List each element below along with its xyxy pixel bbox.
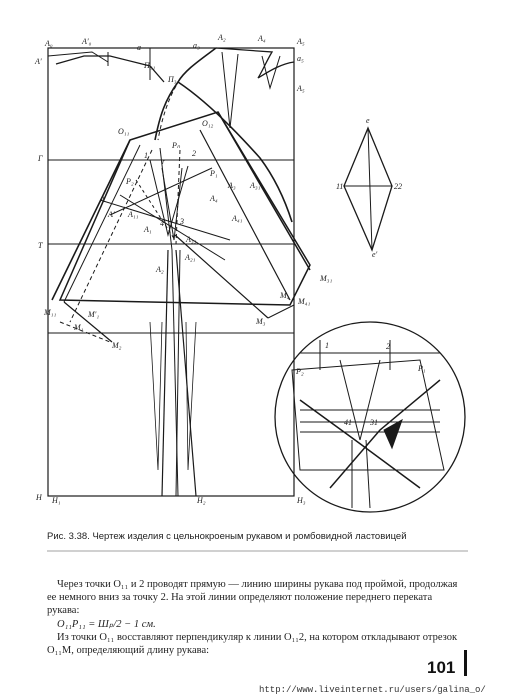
label-Pn: Pₙ	[172, 141, 181, 150]
label-H: H	[36, 493, 42, 502]
label-n2: 2	[192, 149, 196, 158]
formula: O₁₁P₁₁ = Шₚ/2 − 1 см.	[57, 619, 156, 630]
label-M41: M₄₁	[298, 297, 311, 306]
label-a3: a₃	[193, 41, 200, 50]
label-iP2: P₂	[296, 367, 304, 376]
figure-caption: Рис. 3.38. Чертеж изделия с цельнокроеным рукавом и ромбовидной ластовицей	[47, 531, 407, 542]
label-A21: A₂₁	[185, 253, 196, 262]
label-r22: 22	[394, 182, 402, 191]
label-a: a	[137, 43, 141, 52]
label-A0: A₀	[45, 39, 53, 48]
label-A31: A₃₁	[250, 181, 261, 190]
label-H2: H₂	[197, 496, 206, 505]
label-A2: A₂	[218, 33, 226, 42]
label-A41: A₄₁	[232, 214, 243, 223]
label-M4: M₄	[280, 291, 290, 300]
label-A1: A₁	[144, 225, 152, 234]
label-A33: A₃₃	[186, 235, 197, 244]
label-n3: 3	[180, 217, 184, 226]
label-M1: M₁	[74, 323, 84, 332]
label-H3: H₃	[297, 496, 306, 505]
label-n1: 1	[144, 151, 148, 160]
label-iP1: P₁	[418, 364, 426, 373]
label-r: r	[162, 157, 166, 166]
label-P1: P₁	[210, 169, 218, 178]
label-i2: 2	[386, 342, 390, 351]
label-T: Т	[38, 241, 43, 250]
label-Ap: A′	[35, 57, 42, 66]
label-A: A	[100, 195, 105, 204]
label-A5top: A₅	[297, 37, 305, 46]
label-O12: O₁₂	[202, 119, 214, 128]
label-A11: A₁₁	[128, 210, 139, 219]
label-A3: A₃	[228, 181, 236, 190]
label-n4: 4	[160, 219, 164, 228]
label-M31: M₃₁	[320, 274, 333, 283]
label-i1: 1	[325, 341, 329, 350]
watermark-url: http://www.liveinternet.ru/users/galina_o/	[259, 685, 486, 695]
label-M3: M₃	[256, 317, 266, 326]
page-number: 101	[427, 658, 456, 677]
label-P2: P₂	[126, 177, 134, 186]
paragraph-1: Через точки O₁₁ и 2 проводят прямую — линию ширины рукава под проймой, продолжая ее немного вниз за точку 2. На этой линии определяют положение переднего переката рукава:	[47, 579, 458, 616]
paragraph-2: Из точки O₁₁ восставляют перпендикуляр к линии O₁₁2, на котором откладывают отрезок O₁₁M, определяющий длину рукава:	[47, 632, 458, 656]
label-A0p: A′₀	[82, 37, 92, 46]
label-A5: A₅	[297, 84, 305, 93]
label-i41: 41	[344, 418, 352, 427]
label-P3: П₃	[168, 75, 177, 84]
label-eb: е′	[372, 250, 378, 259]
label-Apr: A′	[108, 210, 115, 219]
label-P31: П₃₁	[144, 61, 156, 70]
label-O11: O₁₁	[118, 127, 130, 136]
label-e: е	[366, 116, 370, 125]
label-A2m: A₂	[156, 265, 164, 274]
label-G: Г	[38, 154, 43, 163]
label-i31: 31	[370, 418, 378, 427]
label-H1: H₁	[52, 496, 61, 505]
label-M2: M₂	[112, 341, 122, 350]
page-number-bar	[464, 650, 467, 676]
label-r11: 11	[336, 182, 344, 191]
label-A4: A₄	[258, 34, 266, 43]
label-a5: a₅	[297, 54, 304, 63]
label-M1p: M′₁	[88, 310, 100, 319]
label-M11: M₁₁	[44, 308, 57, 317]
label-A4m: A₄	[210, 194, 218, 203]
